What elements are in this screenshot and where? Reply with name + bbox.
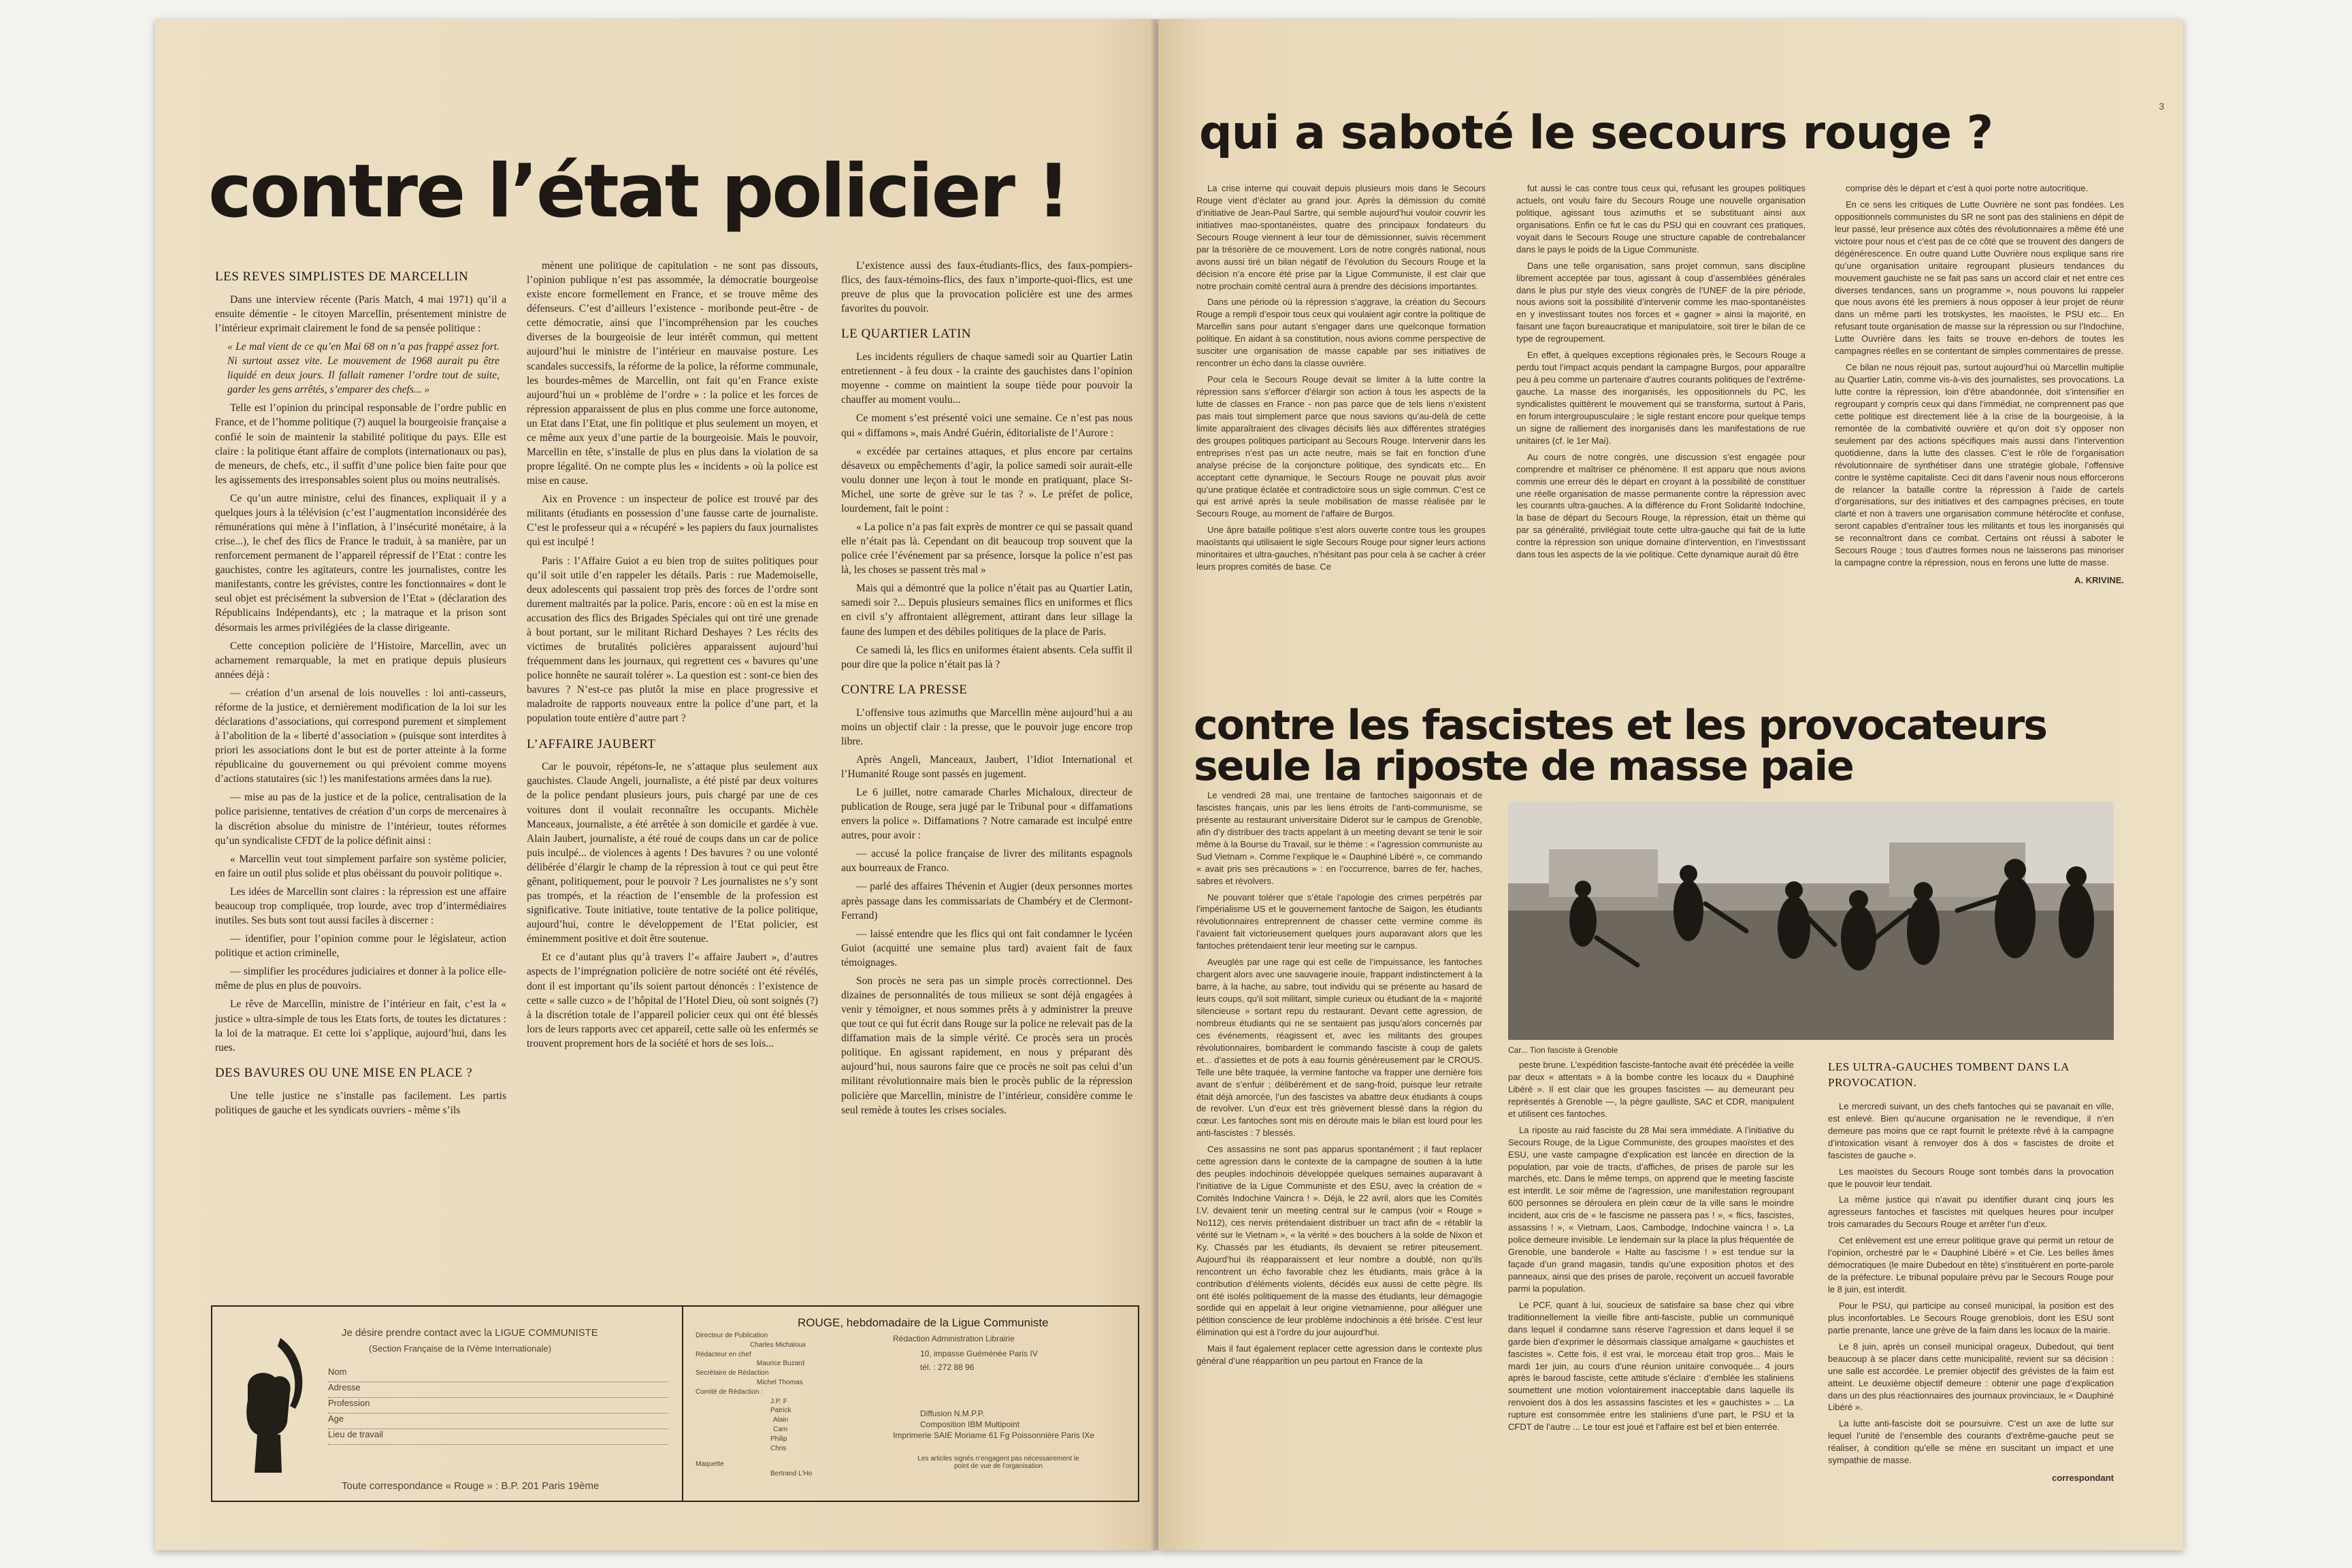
staff-line: Maquette	[696, 1460, 724, 1469]
paragraph: Ne pouvant tolérer que s’étale l’apologie des crimes perpétrés par l’impérialisme US et le gouvernement fantoche de Saigon, les étudiants révolutionnaires entreprennent de chasser cette vermine comme ils l’avaient fait victorieusement quelques jours auparavant alors que les fantoches prétendaient tenir leur meeting sur le campus.	[1196, 892, 1482, 951]
coupon-divider	[682, 1307, 683, 1501]
field-name[interactable]: Nom	[328, 1367, 668, 1382]
disclaimer: Les articles signés n’engagent pas nécessairement le point de vue de l’organisation	[917, 1455, 1079, 1470]
redaction-line: Rédaction Administration Librairie	[893, 1334, 1015, 1343]
paragraph: — mise au pas de la justice et de la police, centralisation de la police parisienne, tentatives de création d’un corps de mercenaires à la discrétion absolue du ministre de l’intérieur, toutes réformes qu’un syndicaliste CFDT de la police définit ainsi :	[215, 791, 506, 847]
paragraph: fut aussi le cas contre tous ceux qui, refusant les groupes politiques actuels, ont voulu faire du Secours Rouge une nouvelle organisation politique, agissant tous azimuths et se substituant ainsi aux organisations. Enfin ce fut le cas du PSU qui en couvrant ces pratiques, voyait dans le Secours Rouge une structure capable de contrebalancer dans le pays le poids de la Ligue Communiste.	[1516, 183, 1806, 255]
staff-line: Patrick	[770, 1407, 791, 1415]
rouge-phone: tél. : 272 88 96	[920, 1362, 975, 1372]
riot-photo	[1508, 802, 2114, 1040]
field-profession[interactable]: Profession	[328, 1398, 668, 1414]
section-heading: LE QUARTIER LATIN	[841, 327, 971, 342]
section-heading: CONTRE LA PRESSE	[841, 682, 968, 697]
paragraph: — parlé des affaires Thévenin et Augier (deux personnes mortes après passage dans les commissariats de Chambéry et de Clermont-Ferrand)	[841, 881, 1132, 921]
paragraph: Ce qu’un autre ministre, celui des finances, expliquait il y a quelques jours à la télévision (c’est l’augmentation inconsidérée des rémunérations qui mène à l’inflation, à l’insécurité monétaire, à la crise...), le chef des flics de France le traduit, à sa manière, par un renforcement permanent de l’appareil répressif de l’Etat : contre les gauchistes, contre les agitateurs, contre les journalistes, contre les manifestants, contre les grévistes, contre les fonctionnaires « dont le seul objet est précisément la subversion de l’Etat » (déclaration des Républicains Indépendants), etc ; la matraque et la prison sont désormais les armes privilégiées de la classe dirigeante.	[215, 492, 506, 634]
paragraph: « excédée par certaines attaques, et plus encore par certains désaveux ou empêchements d’agir, la police samedi soir aurait-elle voulu donner une leçon à tout le monde en pratiquant, place St-Michel, une sorte de grève sur le tas ? ». Le préfet de police, lourdement, fait le point :	[841, 445, 1132, 514]
paragraph: Mais qui a démontré que la police n’était pas au Quartier Latin, samedi soir ?... Depuis plusieurs semaines flics en uniformes et flics en civil s’y affrontaient allègrement, attirant dans leur sillage la faune des lumpen et des débiles politiques de la place de Paris.	[841, 583, 1132, 638]
paragraph: Au cours de notre congrès, une discussion s’est engagée pour comprendre et maîtriser ce phénomène. Il est apparu que nous avions commis une erreur dès le départ en croyant à la possibilité de constituer une réelle organisation de masse permanente contre la répression avec les courants ultra-gauches. A la différence du Front Solidarité Indochine, la base de départ du Secours Rouge, la répression, était un thème qui par sa généralité, privilégiait toute cette ultra-gauche qui fait de la lutte contre la répression son unique domaine d’intervention, en l’investissant dans tous les aspects de la vie politique. Cette dynamique aurait dû être	[1516, 451, 1806, 560]
article1-column-1	[1196, 182, 1486, 577]
quote: « Le mal vient de ce qu’en Mai 68 on n’a pas frappé assez fort. Ni surtout assez vite. Le mouvement de 1968 aurait pu être liquidé en deux jours. Il fallait ramener l’ordre tout de suite, garder les gens arrêtés, s’emparer des chefs... »	[227, 341, 500, 396]
staff-line: Cam	[773, 1425, 788, 1433]
paragraph: Le rêve de Marcellin, ministre de l’intérieur en fait, c’est la « justice » ultra-simple de tous les Etats forts, de toutes les dictatures : la loi de la matraque. Et cette loi s’applique, aujourd’hui, dans les rues.	[215, 998, 506, 1054]
paragraph: Mais il faut également replacer cette agression dans le contexte plus général d’une réapparition un peu partout en France de la	[1196, 1343, 1482, 1367]
contact-line: Je désire prendre contact avec la LIGUE COMMUNISTE	[342, 1327, 598, 1339]
field-workplace[interactable]: Lieu de travail	[328, 1429, 668, 1445]
composition-line: Composition IBM Multipoint	[920, 1420, 1020, 1429]
paragraph: L’offensive tous azimuths que Marcellin mène aujourd’hui a au moins un objectif clair : la presse, que le pouvoir juge encore trop libre.	[841, 706, 1132, 747]
article2-column-1	[1196, 789, 1482, 1371]
paragraph: peste brune. L’expédition fasciste-fantoche avait été précédée la veille par deux « attentats » à la bombe contre les locaux du « Dauphiné Libéré ». Il est clair que les groupes fascistes — au demeurant peu représentés à Grenoble —, la pègre gaulliste, SAC et CDR, manipulent et utilisent ces fantoches.	[1508, 1060, 1794, 1119]
signature: A. KRIVINE.	[2074, 575, 2124, 586]
left-page	[155, 19, 1156, 1550]
right-page	[1158, 19, 2183, 1550]
paragraph: Telle est l’opinion du principal responsable de l’ordre public en France, et de l’homme politique (?) auquel la bourgeoisie française a confié le soin de maintenir la stabilité politique du pays. Elle est claire : la politique étant affaire de complots (internationaux ou pas), de meneurs, de chefs, etc., il suffit d’une police bien faite pour que les agissements des irresponsables soient plus ou moins neutralisés.	[215, 402, 506, 486]
paragraph: Ce bilan ne nous réjouit pas, surtout aujourd’hui où Marcellin multiplie au Quartier Latin, comme vis-à-vis des journalistes, ses provocations. La lutte contre la répression, loin d’être abandonnée, doit s’intensifier en regroupant y compris ceux qui dans l’immédiat, ne comprennent pas que cette politique est directement liée à la crise de la bourgeoisie, à la remontée de la combativité ouvrière et qu’on doit s’y opposer non seulement par des actions spécifiques mais aussi dans l’intervention quotidienne, dans la lutte des classes. C’est le rôle de l’organisation révolutionnaire de synthétiser dans une stratégie globale, l’offensive contre le système capitaliste. Ceci dit dans l’avenir nous nous efforcerons de relancer la bataille contre la répression à l’aide de cartels d’organisations, sur des initiatives et des campagnes précises, en toute clarté et non à travers une organisation commune hétéroclite et confuse, seront capables d’entraîner tous les militants et tous les inorganisés qui se reconnaîtront dans ce combat. Certains ont réussi à saboter le Secours Rouge ; tous d’autres formes nous ne laisserons pas minoriser la campagne contre la répression, nous en ferons une lutte de masse.	[1835, 362, 2124, 568]
paragraph: Aveuglés par une rage qui est celle de l’impuissance, les fantoches chargent alors avec une sauvagerie inouïe, frappant indistinctement à la barre, à la hache, au sabre, tout individu qui se présente au hasard de leurs coups, qu’il soit militant, simple curieux ou étudiant de la « majorité silencieuse » sortant repu du restaurant. Devant cette agression, de nombreux étudiants qui ne se sentaient pas jusqu’alors concernés par ces événements, réagissent et, avec les militants des groupes révolutionnaires, bombardent le commando fasciste à coup de galets et... d’assiettes et de pots à eau fournis généreusement par le CROUS. Telle une bête traquée, la vermine fantoche va frapper une dernière fois avant de s’enfuir ; délibérément et de sang-froid, puisque leur retraite était déjà amorcée, l’un des fascistes va abattre deux étudiants à coups de revolver. L’un d’eux est très grièvement blessé dans la région du cœur. Les fantoches sont mis en déroute mais le bilan est lourd pour les anti-fascistes : 7 blessés.	[1196, 957, 1482, 1139]
paragraph: Une telle justice ne s’installe pas facilement. Les partis politiques de gauche et les syndicats ouvriers - même s’ils	[215, 1090, 506, 1116]
paragraph: Après Angeli, Manceaux, Jaubert, l’Idiot International et l’Humanité Rouge sont passés en jugement.	[841, 753, 1132, 780]
staff-line: Charles Michaloux	[750, 1341, 806, 1349]
paragraph: Ce samedi là, les flics en uniformes étaient absents. Cela suffit il pour dire que la police n’était pas là ?	[841, 644, 1132, 670]
contact-coupon	[211, 1305, 1139, 1502]
staff-line: Michel Thomas	[757, 1378, 803, 1386]
coupon-fields	[328, 1367, 668, 1445]
paragraph: Le vendredi 28 mai, une trentaine de fantoches saigonnais et de fascistes français, unis par les liens étroits de l’anti-communisme, se présente au restaurant universitaire Diderot sur le campus de Grenoble, afin d’y distribuer des tracts appelant à un meeting devant se tenir le soir même à la Bourse du Travail, sur le thème : « l’agression communiste au Sud Vietnam ». Comme l’explique le « Dauphiné Libéré », ce commando « avait pris ses précautions » : en l’occurrence, barres de fer, haches, sabres et révolvers.	[1196, 790, 1482, 886]
paragraph: Car le pouvoir, répétons-le, ne s’attaque plus seulement aux gauchistes. Claude Angeli, journaliste, a été pisté par deux voitures de la police pendant plusieurs jours, puis chargé par une de ces voitures dont il voulait reconnaître les occupants. Michèle Manceaux, journaliste, a été arrêtée à son domicile et gardée à vue. Alain Jaubert, journaliste, a été roué de coups dans un car de police puis inculpé... de violences à agents ! Des bavures ? ou une volonté délibérée d’élargir le champ de la répression à tout ce qui peut être gênant, politiquement, pour le pouvoir ? Les journalistes ne s’y sont pas trompés, et la réaction de l’ensemble de la profession est significative. Toute initiative, toute tentative de la police politique, aujourd’hui, contre le développement de l’Etat policier, est éminemment positive et doit être soutenue.	[527, 761, 818, 945]
article1-column-3	[1835, 182, 2124, 587]
article1-column-2	[1516, 182, 1806, 565]
fist-icon	[227, 1333, 316, 1475]
staff-line: Secrétaire de Rédaction	[696, 1369, 769, 1377]
paragraph: — création d’un arsenal de lois nouvelles : loi anti-casseurs, réforme de la justice, et dernièrement modification de la loi sur les déclarations d’associations, qui correspond purement et simplement à l’abolition de la « liberté d’association » (puisque sont interdites à priori les associations dont le but est de porter atteinte à la forme républicaine du gouvernement ou qui prévoient comme moyens d’actions statutaires (sic !) les manifestations armées dans la rue).	[215, 687, 506, 785]
paragraph: Ce moment s’est présenté voici une semaine. Ce n’est pas nous qui « diffamons », mais André Guérin, éditorialiste de l’Aurore :	[841, 412, 1132, 439]
paragraph: Les maoïstes du Secours Rouge sont tombés dans la provocation que le pouvoir leur tendait.	[1828, 1166, 2114, 1189]
page-number: 3	[2159, 101, 2164, 112]
paragraph: Le mercredi suivant, un des chefs fantoches qui se pavanait en ville, est enlevé. Bien qu’aucune organisation ne le revendique, il n’en demeure pas moins que ce rapt fournit le prétexte rêvé à la campagne d’intoxication visant à renvoyer dos à dos « fascistes de droite et fascistes de gauche ».	[1828, 1100, 2114, 1160]
paragraph: — simplifier les procédures judiciaires et donner à la police elle-même de plus en plus de pouvoirs.	[215, 966, 506, 992]
paragraph: Pour cela le Secours Rouge devait se limiter à la lutte contre la répression sans s’efforcer d’élargir son action à tous les aspects de la lutte de classes en France - non pas parce que de tels liens n’existent pas mais tout simplement parce que nous savions qu’au-delà de cette limite apparaîtraient des clivages décisifs liés aux différentes stratégies des groupes politiques participant au Secours Rouge. Intervenir dans les entreprises n’est pas un acte neutre, mais se fait en fonction d’une analyse précise de la conjoncture politique, des syndicats etc... En acceptant cette dynamique, le Secours Rouge ne pouvait plus avoir qu’une pratique éclatée et contradictoire sous un sigle commun. C’est ce qui est arrivé après la seule mobilisation de masse réalisée par le Secours Rouge, au moment de l’affaire de Burgos.	[1196, 374, 1486, 519]
paragraph: Cette conception policière de l’Histoire, Marcellin, avec un acharnement remarquable, la met en pratique depuis plusieurs années déjà :	[215, 640, 506, 681]
paragraph: Le 8 juin, après un conseil municipal orageux, Dubedout, qui tient beaucoup à se placer dans cette municipalité, revient sur sa décision : une salle est accordée. Le premier objectif des grévistes de la faim est atteint. Le deuxième objectif demeure : obtenir une page d’explication dans un des plus réactionnaires des journaux provinciaux, le « Dauphiné Libéré ».	[1828, 1341, 2114, 1413]
photo-caption: Car... Tion fasciste à Grenoble	[1508, 1045, 1618, 1055]
left-column-2	[527, 259, 818, 1055]
section-heading: LES ULTRA-GAUCHES TOMBENT DANS LA PROVOCATION.	[1828, 1060, 2070, 1090]
paragraph: En effet, à quelques exceptions régionales près, le Secours Rouge a perdu tout l’impact acquis pendant la campagne Burgos, pour apparaître peu à peu comme un partenaire d’autres courants politiques de l’extrême-gauche. La masse des inorganisés, les oppositionnels du PC, les syndicalistes quittèrent le mouvement qui se transforma, surtout à Paris, en forum intergroupusculaire ; le sigle restant encore pour quelque temps un signe de ralliement des inorganisés dans les manifestations de rue unitaires (cf. le 1er Mai).	[1516, 350, 1806, 446]
paragraph: — identifier, pour l’opinion comme pour le législateur, action politique et action criminelle,	[215, 933, 506, 960]
paragraph: Ces assassins ne sont pas apparus spontanément ; il faut replacer cette agression dans le contexte de la campagne de soutien à la lutte des peuples indochinois développée quelques semaines auparavant à l’initiative de la Ligue Communiste et des ESU, avec la création de « Comités Indochine Vaincra ! ». Déjà, le 22 avril, alors que les Comités I.V. devaient tenir un meeting central sur le campus (voir « Rouge » No112), ces nervis prétendaient distribuer un tract afin de « rétablir la vérité sur le Vietnam », « la vérité » des bouchers à la solde de Nixon et Ky. Chassés par les étudiants, ils devaient se retirer piteusement. Aujourd’hui ils réapparaissent et leur nombre a doublé, non qu’ils rencontrent un écho favorable chez les étudiants, mais grâce à la contribution d’éléments violents, décidés eux aussi de cette pègre. Ils ont été isolés politiquement de la masse des étudiants, leur démagogie sordide qui en appelait à leur origine vietnamienne, pour alléguer une pétition conscience de leur problème indochinois a été brisée. C’est leur élimination qui est à l’ordre du jour aujourd’hui.	[1196, 1144, 1482, 1338]
staff-list	[696, 1331, 859, 1479]
paragraph: La même justice qui n’avait pu identifier durant cinq jours les agresseurs fantoches et fascistes mit quelques heures pour inculper trois camarades du Secours Rouge et arrêter l’un d’eux.	[1828, 1194, 2114, 1230]
paragraph: Dans une telle organisation, sans projet commun, sans discipline librement acceptée par tous, agissant à coup d’assemblées générales dans le plus pur style des vieux congrès de l’UNEF de la pire période, nous avions soit la possibilité d’intervenir comme les mao-spontanéistes en y investissant toutes nos forces et « gagner » ainsi la majorité, en faisant une façon bureaucratique et manipulatoire, soit tirer le bilan de ce type de regroupement.	[1516, 260, 1806, 344]
paragraph: Une âpre bataille politique s’est alors ouverte contre tous les groupes maoïstants qui utilisaient le sigle Secours Rouge pour signer leurs actions minoritaires et ultra-gauches, n’hésitant pas pour cela à se cacher à créer leurs propres comités de base. Ce	[1196, 525, 1486, 572]
section-heading: L’AFFAIRE JAUBERT	[527, 736, 656, 751]
paragraph: — accusé la police française de livrer des militants espagnols aux bourreaux de Franco.	[841, 848, 1132, 875]
left-headline: contre l’état policier !	[208, 149, 1068, 234]
diffusion-line: Diffusion N.M.P.P.	[920, 1409, 985, 1418]
paragraph: Dans une interview récente (Paris Match, 4 mai 1971) qu’il a ensuite démentie - le citoyen Marcellin, présentement ministre de l’intérieur exprimait clairement le fond de sa pensée politique :	[215, 293, 506, 334]
paragraph: « Marcellin veut tout simplement parfaire son système policier, en faire un outil plus solide et plus obéissant du pouvoir politique ».	[215, 853, 506, 879]
paragraph: « La police n’a pas fait exprès de montrer ce qui se passait quand elle n’était pas là. Cependant on dit beaucoup trop souvent que la police crée l’événement par sa présence, lorsque la police n’est pas là, les choses se passent très mal »	[841, 521, 1132, 576]
correspondence-address: Toute correspondance « Rouge » : B.P. 201 Paris 19ème	[342, 1480, 600, 1492]
right-headline-1: qui a saboté le secours rouge ?	[1199, 106, 1993, 160]
paragraph: Le 6 juillet, notre camarade Charles Michaloux, directeur de publication de Rouge, sera jugé par le Tribunal pour « diffamations envers la police ». Diffamations ? Notre camarade est inculpé entre autres, pour avoir :	[841, 787, 1132, 842]
staff-line: J.P. F	[770, 1397, 787, 1405]
staff-line: Bertrand L’Ho	[770, 1470, 813, 1478]
field-address[interactable]: Adresse	[328, 1382, 668, 1398]
printer-line: Imprimerie SAIE Moriame 61 Fg Poissonnière Paris IXe	[893, 1431, 1095, 1440]
paragraph: Les incidents réguliers de chaque samedi soir au Quartier Latin entretiennent - à feu doux - la crainte des gauchistes dans l’opinion moyenne - comme on maintient la soupe tiède pour pouvoir la chauffer au moment voulu...	[841, 351, 1132, 406]
paragraph: La riposte au raid fasciste du 28 Mai sera immédiate. A l’initiative du Secours Rouge, de la Ligue Communiste, des groupes maoïstes et des ESU, une vaste campagne d’explication est lancée en direction de la population, par voie de tracts, d’affiches, de prises de parole sur les marchés, etc. Dans le même temps, on apprend que le meeting fasciste est interdit. Le soir même de l’agression, une manifestation regroupant 600 personnes se déroulera en plein cœur de la ville sans le moindre incident, aux cris de « le fascisme ne passera pas ! », « flics, fascistes, assassins ! », « Vietnam, Laos, Cambodge, Indochine vaincra ! ». La police demeure invisible. Le lendemain sur la place la plus fréquentée de Grenoble, une banderole « Halte au fascisme ! » est tendue sur la façade d’un grand magasin, tandis qu’une exposition photos et des panneaux, ainsi que des prises de parole, reçoivent un accueil favorable parmi la population.	[1508, 1124, 1794, 1294]
staff-line: Alain	[773, 1416, 789, 1424]
paragraph: L’existence aussi des faux-étudiants-flics, des faux-pompiers-flics, des faux-témoins-flics, des faux n’importe-quoi-flics, est une preuve de plus que la provocation policière est une des armes favorites du pouvoir.	[841, 260, 1132, 315]
staff-line: Philip	[770, 1435, 787, 1443]
paragraph: Paris : l’Affaire Guiot a eu bien trop de suites politiques pour qu’il soit utile d’en rappeler les détails. Paris : rue Mademoiselle, deux adolescents qui passaient trop près des forces de l’ordre sont durement maltraités par la police. Paris, encore : où en est la mise en accusation des flics des Brigades Spéciales qui ont tiré une grenade à bout portant, sur le militant Richard Deshayes ? Les récits des victimes de brutalités policières apparaissent aujourd’hui fréquemment dans les journaux, qui regrettent ces « bavures qu’une police honnête ne saurait tolérer ». La question est : sont-ce bien des bavures ? N’est-ce pas plutôt la mise en place progressive et maladroite de rapports nouveaux entre la police d’une part, et la population toute entière d’autre part ?	[527, 555, 818, 725]
rouge-address: 10, impasse Guéménée Paris IV	[920, 1349, 1038, 1358]
right-headline-2-line-2: seule la riposte de masse paie	[1194, 742, 1853, 790]
article2-column-2	[1508, 1059, 1794, 1437]
section-heading: LES REVES SIMPLISTES DE MARCELLIN	[215, 270, 469, 284]
staff-line: Chris	[770, 1444, 787, 1452]
paragraph: comprise dès le départ et c’est à quoi porte notre autocritique.	[1846, 183, 2089, 193]
paragraph: Son procès ne sera pas un simple procès correctionnel. Des dizaines de personnalités de tous milieux se sont déjà engagées à venir y témoigner, et nous sommes prêts à y administrer la preuve que tout ce qui fut écrit dans Rouge sur la police ne relevait pas de la diffamation mais de la simple vérité. Ce procès sera un procès politique. En agissant rapidement, en nous y préparant dès aujourd’hui, nous saurons faire que ce procès ne soit pas celui d’un militant révolutionnaire mais bien le procès public de la répression policière que Marcellin, ministre de l’intérieur, considère comme le seul remède à toutes les crises sociales.	[841, 975, 1132, 1116]
section-heading: DES BAVURES OU UNE MISE EN PLACE ?	[215, 1065, 473, 1080]
paragraph: mènent une politique de capitulation - ne sont pas dissouts, l’opinion publique n’est pas assommée, la démocratie bourgeoise existe encore formellement en France, et se trouve même des défenseurs. C’est d’ailleurs l’existence - moribonde peut-être - de cette démocratie, ainsi que l’incompréhension par les couches diverses de la bourgeoisie de leur intérêt commun, qui mettent aujourd’hui le ministre de l’intérieur en mauvaise posture. Les scandales successifs, la réforme de la police, la réforme communale, les bourdes-mêmes de Marcellin, ont fait qu’en France existe aujourd’hui un « problème de l’ordre » : la police et les forces de répression apparaissent de plus en plus comme une force autonome, un Etat dans l’Etat, une fin politique et plus seulement un moyen, et ce même aux yeux d’une partie de la bourgeoisie. Mais le pouvoir, Marcellin en tête, s’installe de plus en plus dans la violation de sa propre légalité. On ne compte plus les « incidents » où la police est mise en cause.	[527, 260, 818, 487]
paragraph: Cet enlèvement est une erreur politique grave qui permit un retour de l’opinion, orchestré par le « Dauphiné Libéré » et Cie. Les belles âmes démocratiques (le maire Dubedout en tête) s’instituèrent en porte-parole de la préfecture. Le tribunal populaire prévu par le Secours Rouge pour le 8 juin, est interdit.	[1828, 1235, 2114, 1295]
staff-line: Directeur de Publication	[696, 1332, 768, 1339]
left-column-3	[841, 259, 1132, 1122]
paragraph: Et ce d’autant plus qu’à travers l’« affaire Jaubert », d’autres aspects de l’imprégnation policière de notre société ont été révélés, dont il est important qu’ils soient partout dénoncés : l’existence de cette « salle cuzco » de l’hôpital de l’Hotel Dieu, où sont soignés (?) à la discrétion totale de l’appareil policier ceux qui ont été blessés lors de leurs rapports avec cet appareil, cette salle où les enfermés se trouvent proprement hors de la société et hors de ses lois...	[527, 951, 818, 1049]
staff-line: Comité de Rédaction :	[696, 1388, 763, 1396]
paragraph: La lutte anti-fasciste doit se poursuivre. C’est un axe de lutte sur lequel l’unité de l’ensemble des courants d’extrême-gauche peut se réaliser, à condition qu’elle se mène en suscitant un impact et une sympathie de masse.	[1828, 1418, 2114, 1466]
staff-line: Rédacteur en chef	[696, 1350, 751, 1358]
paragraph: En ce sens les critiques de Lutte Ouvrière ne sont pas fondées. Les oppositionnels communistes du SR ne sont pas des staliniens en dépit de leur passé, leur présence aux côtés des révolutionnaires a même été une victoire pour nous et c’est pas de ce côté que se trouvent des dangers de dégénérescence. En outre quand Lutte Ouvrière nous explique sans rire qu’une organisation unitaire regroupant plusieurs tendances du mouvement gauchiste ne se fait pas sans un accord clair et net entre ces diverses tendances, sans un programme », nous pouvons lui rappeler que nous avons été les premiers à nous opposer à leur projet de réunir dans un même parti les trotskystes, les maoïstes, le PSU etc... En refusant toute organisation de masse sur la répression ou sur l’Indochine, Lutte Ouvrière dans les faits se trouve en-dehors de toutes les campagnes réelles en se contentant de simples commentaires de presse.	[1835, 199, 2124, 357]
paragraph: Le PCF, quant à lui, soucieux de satisfaire sa base chez qui vibre traditionnellement la vieille fibre anti-fasciste, publie un communiqué dans lequel il condamne sans réserve l’agression et dans lequel il se garde bien d’exprimer le désormais classique amalgame « gauchistes et fascistes ». Cette fois, il est vrai, le morceau était trop gros... Mais le mardi 1er juin, au cours d’une réunion unitaire convoquée... 4 jours après le baroud fasciste, cette attitude s’éclaire : d’emblée les staliniens soumettent une motion volontairement inacceptable dans laquelle ils renvoient dos à dos les assassins fascistes et les « gauchistes » ... La rupture est consommée entre les staliniens d’une part, le PSU et la CFDT de l’autre ... Le tour est joué et l’affaire est bel et bien enterrée.	[1508, 1299, 1794, 1433]
right-headline-2-line-1: contre les fascistes et les provocateurs	[1194, 702, 2047, 749]
paragraph: Aix en Provence : un inspecteur de police est trouvé par des militants (étudiants en possession d’une fausse carte de journaliste. C’est le professeur qui a « récupéré » les papiers du faux journalistes qui est inculpé !	[527, 493, 818, 549]
paragraph: Dans une période où la répression s’aggrave, la création du Secours Rouge a rempli d’espoir tous ceux qui voulaient agir contre la politique de Marcellin sans pour autant s’engager dans une quelconque formation politique. En aidant à sa constitution, nous avions comme perspective de susciter une organisation de masse capable par ses initiatives de rencontrer un écho dans la classe ouvrière.	[1196, 297, 1486, 369]
staff-line: Maurice Buzard	[757, 1360, 805, 1368]
paragraph: Pour le PSU, qui participe au conseil municipal, la position est des plus inconfortables. Le Secours Rouge grenoblois, dont les ESU sont partie prenante, lance une grève de la faim dans les locaux de la mairie.	[1828, 1300, 2114, 1335]
field-age[interactable]: Age	[328, 1414, 668, 1429]
paragraph: La crise interne qui couvait depuis plusieurs mois dans le Secours Rouge vient d’éclater au grand jour. Après la démission du comité d’initiative de Jean-Paul Sartre, qui semble aujourd’hui vouloir couvrir les initiatives mao-spontanéistes, quatre des principaux fondateurs du Secours Rouge viennent à leur tour de démissionner, suivis récemment par la trésorière de ce mouvement. Lors de notre congrès national, nous avons aussi tiré un bilan négatif de l’évolution du Secours Rouge et la décision n’a encore été prise par la Ligue Communiste, il est clair que notre prochain comité central aura à prendre des décisions importantes.	[1196, 183, 1486, 291]
paragraph: — laissé entendre que les flics qui ont fait condamner le lycéen Guiot (acquitté une semaine plus tard) avaient fait de faux témoignages.	[841, 928, 1132, 968]
rouge-masthead: ROUGE, hebdomadaire de la Ligue Communiste	[798, 1316, 1049, 1329]
paragraph: Les idées de Marcellin sont claires : la répression est une affaire beaucoup trop compliquée, trop lourde, avec trop d’intermédiaires inutiles. Ses buts sont tout aussi faciles à discerner :	[215, 885, 506, 927]
article2-column-3	[1828, 1059, 2114, 1484]
section-line: (Section Française de la IVème Internationale)	[369, 1343, 552, 1354]
signature: correspondant	[2051, 1473, 2114, 1484]
riot-photo-image	[1508, 802, 2114, 1040]
left-column-1	[215, 259, 506, 1122]
